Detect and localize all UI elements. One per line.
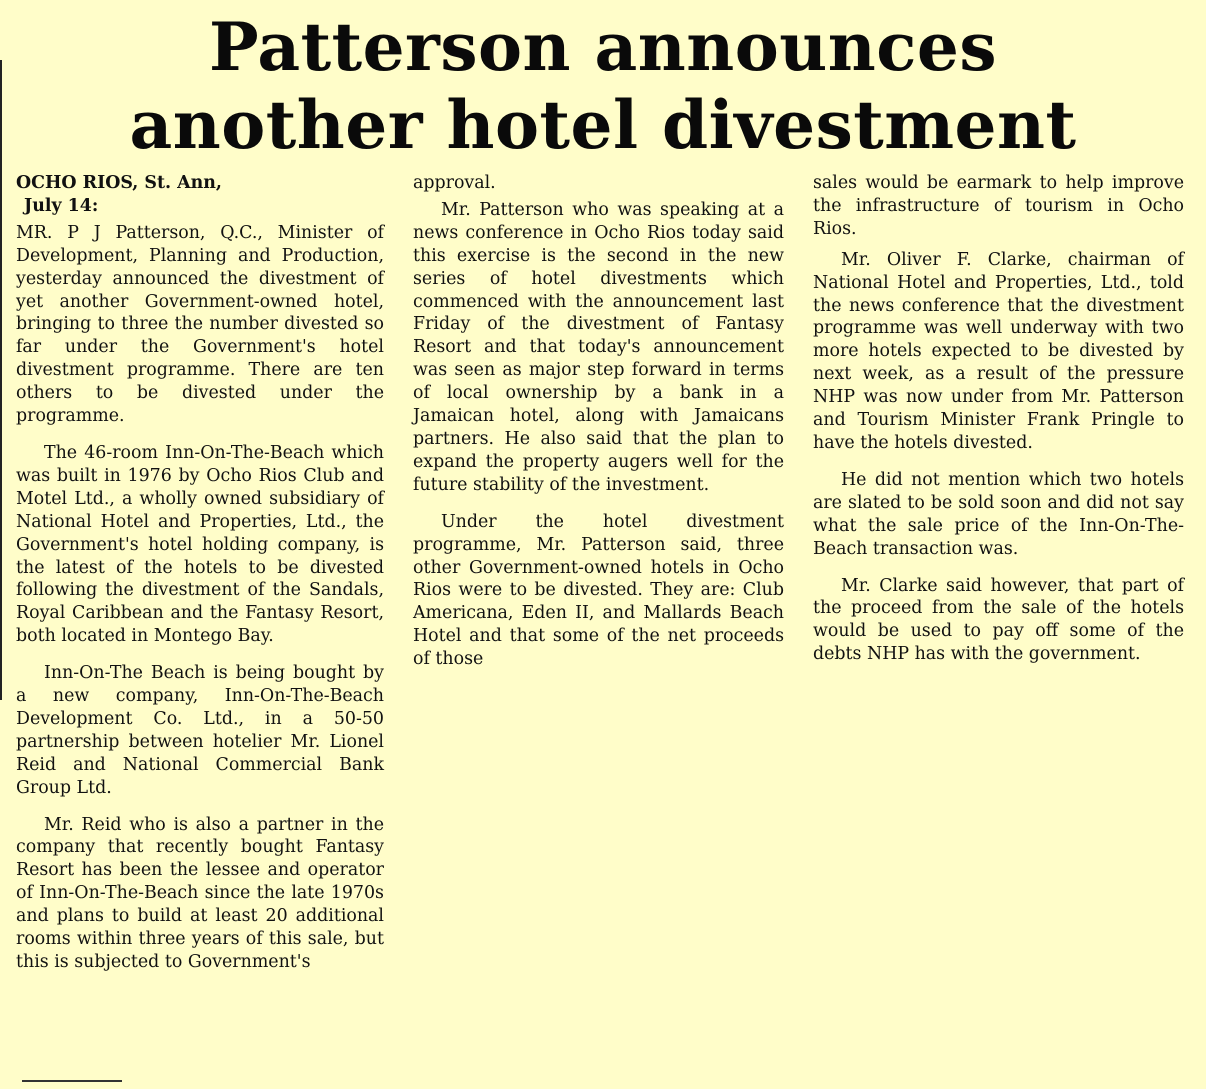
- column-2: [413, 172, 784, 685]
- paragraph: Mr. Patterson who was speaking at a news conference in Ocho Rios today said this exercise is the second in the new series of hotel divestments which commenced with the announcement last Friday of the divestment of Fantasy Resort and that today's announcement was seen as major step forward in terms of local ownership by a bank in a Jamaican hotel, along with Jamaicans partners. He also said that the plan to expand the property augers well for the future stability of the investment.: [413, 199, 784, 495]
- paragraph: He did not mention which two hotels are slated to be sold soon and did not say what the sale price of the Inn-On-The-Beach transaction was.: [813, 469, 1184, 559]
- paragraph: Mr. Clarke said however, that part of the proceed from the sale of the hotels would be used to pay off some of the debts NHP has with the government.: [813, 575, 1184, 665]
- dateline: [16, 172, 384, 218]
- paragraph-continued: sales would be earmark to help improve the infrastructure of tourism in Ocho Rios.: [813, 173, 1184, 239]
- bottom-rule: [22, 1080, 122, 1082]
- headline: [0, 8, 1206, 164]
- paragraph: Inn-On-The Beach is being bought by a new company, Inn-On-The-Beach Development Co. Ltd., in a 50-50 partnership between hotelier Mr. Lionel Reid and National Commercial Bank Group Ltd.: [16, 663, 384, 798]
- dateline-place: OCHO RIOS, St. Ann,: [16, 173, 222, 193]
- paragraph: Mr. Oliver F. Clarke, chairman of National Hotel and Properties, Ltd., told the news conference that the divestment programme was well underway with two more hotels expected to be divested by next week, as a result of the pressure NHP was now under from Mr. Patterson and Tourism Minister Frank Pringle to have the hotels divested.: [813, 249, 1184, 453]
- paragraph: The 46-room Inn-On-The-Beach which was built in 1976 by Ocho Rios Club and Motel Ltd., a wholly owned subsidiary of National Hotel and Properties, Ltd., the Government's hotel holding company, is the latest of the hotels to be divested following the divestment of the Sandals, Royal Caribbean and the Fantasy Resort, both located in Montego Bay.: [16, 442, 384, 647]
- paragraph-continued: approval.: [413, 173, 496, 193]
- headline-line-2: another hotel divestment: [129, 86, 1077, 164]
- headline-line-1: Patterson announces: [208, 8, 998, 86]
- dateline-date: July 14:: [24, 195, 99, 216]
- paragraph: Mr. Reid who is also a partner in the company that recently bought Fantasy Resort has been the lessee and operator of Inn-On-The-Beach since the late 1970s and plans to build at least 20 additional rooms within three years of this sale, but this is subjected to Government's: [16, 814, 384, 972]
- paragraph: MR. P J Patterson, Q.C., Minister of Development, Planning and Production, yesterday announced the divestment of yet another Government-owned hotel, bringing to three the number divested so far under the Government's hotel divestment programme. There are ten others to be divested under the programme.: [16, 222, 384, 427]
- column-1: [16, 172, 384, 988]
- column-3: [813, 172, 1184, 680]
- paragraph: Under the hotel divestment programme, Mr. Patterson said, three other Government-owned hotels in Ocho Rios were to be divested. They are: Club Americana, Eden II, and Mallards Beach Hotel and that some of the net proceeds of those: [413, 511, 784, 670]
